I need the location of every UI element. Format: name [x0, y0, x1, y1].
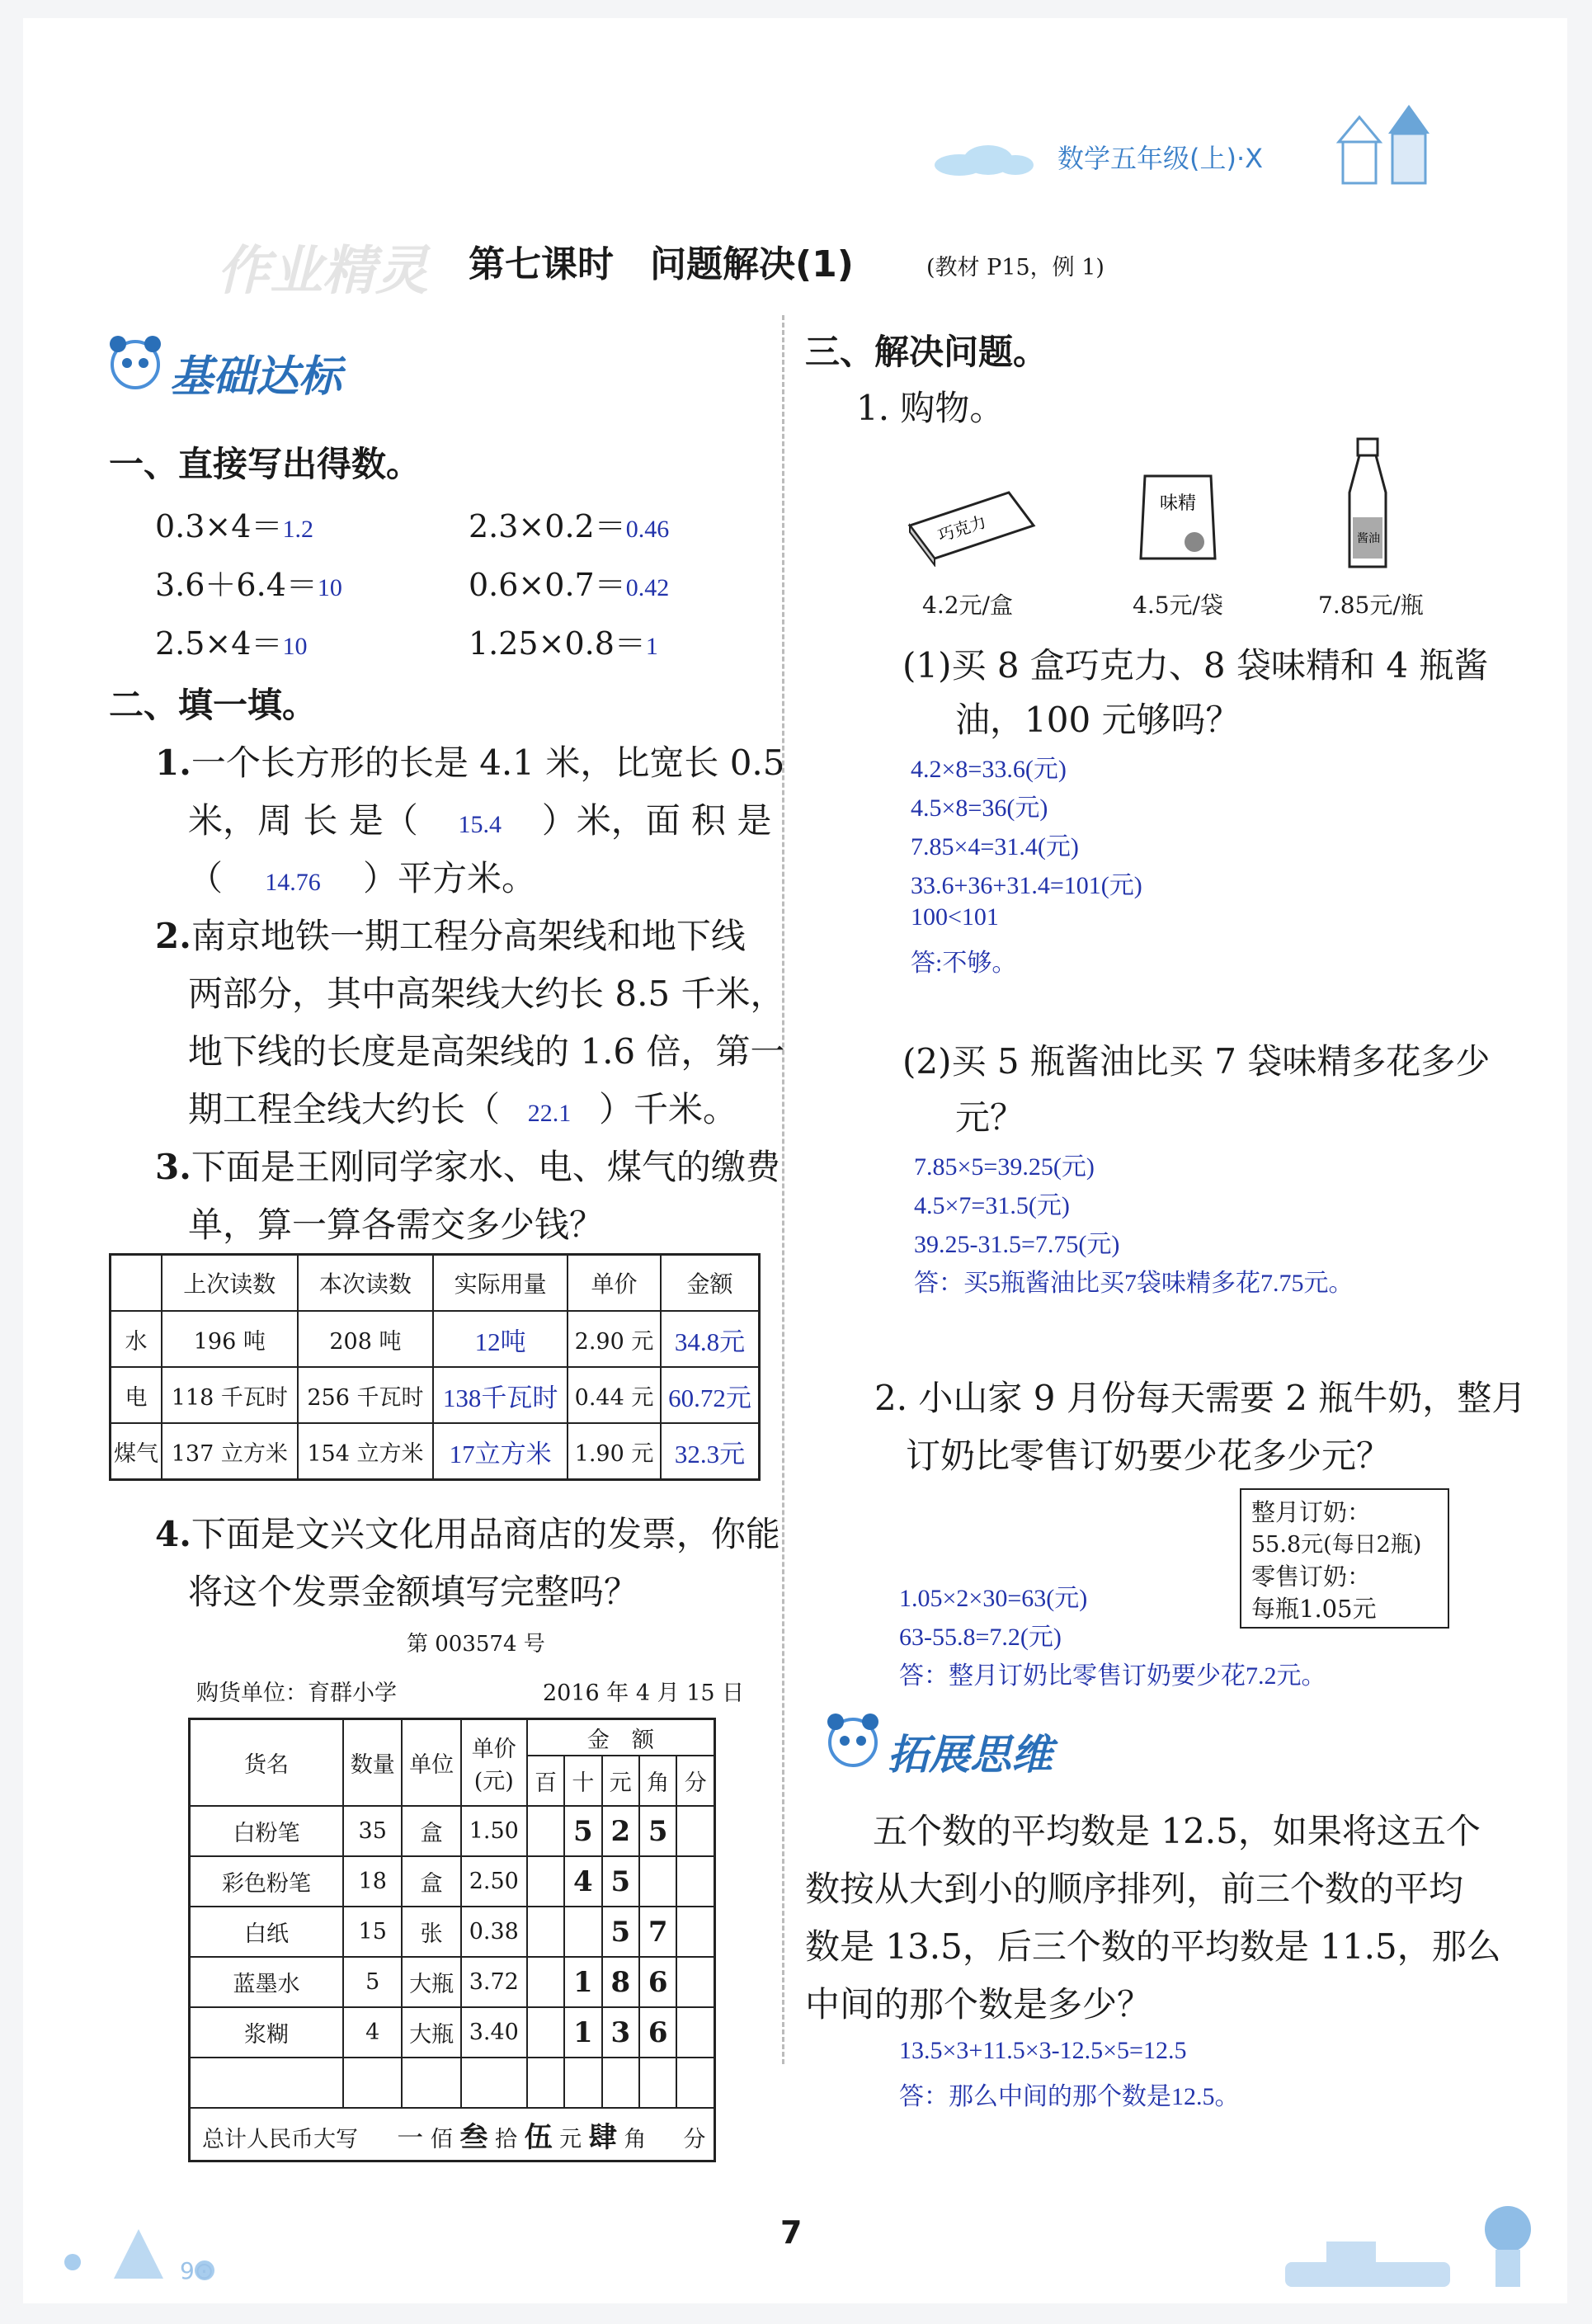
cell: 0.44 元	[568, 1367, 661, 1423]
table-header	[111, 1255, 162, 1312]
p3-q2-line1: 2. 小山家 9 月份每天需要 2 瓶牛奶，整月	[874, 1378, 1527, 1418]
invoice-row	[190, 1856, 715, 1907]
work-line: 63-55.8=7.2(元)	[899, 1624, 1062, 1651]
soy-sauce-bottle-icon	[1335, 435, 1401, 575]
digit	[527, 2007, 564, 2058]
total-word: 分	[683, 2126, 706, 2152]
invoice-header-price: 单价	[471, 1736, 516, 1762]
extension-section-title: 拓展思维	[888, 1731, 1053, 1779]
cell: 1.90 元	[568, 1423, 661, 1480]
goods-soysauce	[1335, 435, 1401, 578]
question-text: 米，周 长 是（	[188, 800, 418, 841]
digit: 2	[602, 1806, 639, 1856]
lesson-title: 第七课时 问题解决(1)	[469, 243, 854, 285]
work-line: 1.05×2×30=63(元)	[899, 1585, 1088, 1612]
cell-answer: 32.3元	[661, 1423, 759, 1480]
page	[23, 18, 1567, 2303]
p2-q2-line3: 地下线的长度是高架线的 1.6 倍，第一	[188, 1031, 785, 1072]
row-label: 电	[111, 1367, 162, 1423]
answer-length: 22.1	[527, 1100, 572, 1127]
invoice-header	[461, 1719, 527, 1807]
total-word: 佰	[430, 2126, 453, 2152]
calc-question: 3.6＋6.4＝	[155, 567, 318, 603]
column-divider	[782, 315, 784, 2064]
total-word: 元	[559, 2126, 582, 2152]
cell-answer: 12吨	[433, 1311, 568, 1367]
invoice-number: 第 003574 号	[407, 1632, 545, 1657]
table-header: 实际用量	[433, 1255, 568, 1312]
question-text: ）平方米。	[363, 858, 537, 898]
digit: 3	[602, 2007, 639, 2058]
part3-heading: 三、解决问题。	[805, 332, 1048, 372]
question-number: 2.	[155, 916, 191, 956]
cell-answer: 34.8元	[661, 1311, 759, 1367]
invoice-header: 数量	[343, 1719, 402, 1807]
milk-price-box	[1240, 1488, 1449, 1629]
question-text: 下面是文兴文化用品商店的发票，你能	[191, 1514, 780, 1554]
calc-answer: 0.46	[625, 516, 670, 543]
digit-head: 元	[602, 1756, 639, 1806]
digit-head: 分	[676, 1756, 714, 1806]
answer-area: 14.76	[265, 869, 321, 896]
item-name: 彩色粉笔	[190, 1856, 344, 1907]
goods-price: 4.2元/盒	[922, 592, 1013, 619]
item-qty: 35	[343, 1806, 402, 1856]
p3-s2-line2: 元？	[955, 1097, 1025, 1138]
digit	[676, 1856, 714, 1907]
table-header: 本次读数	[298, 1255, 434, 1312]
goods-price: 7.85元/瓶	[1318, 592, 1424, 619]
item-name: 白粉笔	[190, 1806, 344, 1856]
calc-question: 0.3×4＝	[155, 508, 283, 544]
item-unit: 盒	[402, 1856, 460, 1907]
work-line: 4.5×8=36(元)	[911, 794, 1048, 822]
blank-cell	[564, 2058, 601, 2108]
invoice-buyer: 购货单位：育群小学	[196, 1681, 397, 1706]
invoice-row	[190, 1806, 715, 1856]
calc-answer: 1	[645, 633, 658, 660]
digit	[676, 2007, 714, 2058]
goods-price: 4.5元/袋	[1133, 592, 1223, 619]
part2-heading: 二、填一填。	[109, 685, 318, 725]
watermark: 作业精灵	[217, 241, 428, 302]
p2-q1-line2	[188, 794, 771, 843]
calc-item	[469, 501, 669, 546]
panda-icon	[106, 332, 165, 396]
table-header: 金额	[661, 1255, 759, 1312]
p3-s1-line2: 油，100 元够吗？	[955, 700, 1241, 740]
box-line: 整月订奶：	[1251, 1498, 1372, 1526]
table-header: 单价	[568, 1255, 661, 1312]
calc-item	[155, 501, 313, 546]
work-line: 答：整月订奶比零售订奶要少花7.2元。	[899, 1662, 1326, 1690]
work-line: 答：那么中间的那个数是12.5。	[899, 2083, 1240, 2110]
digit	[676, 1806, 714, 1856]
p2-q4-line1	[155, 1507, 780, 1557]
calc-question: 2.3×0.2＝	[469, 508, 626, 544]
item-qty: 5	[343, 1957, 402, 2007]
box-line: 每瓶1.05元	[1251, 1595, 1377, 1623]
digit: 1	[564, 1957, 601, 2007]
digit: 1	[564, 2007, 601, 2058]
p2-q2-line1	[155, 909, 746, 959]
question-text: （	[188, 858, 224, 898]
cell: 256 千瓦时	[298, 1367, 434, 1423]
item-price: 0.38	[461, 1907, 527, 1957]
table-row	[111, 1311, 760, 1367]
blank-cell	[402, 2058, 460, 2108]
invoice-total	[190, 2108, 715, 2161]
total-word: 一	[397, 2121, 424, 2153]
question-text: ）千米。	[599, 1089, 738, 1129]
p2-q3-line1	[155, 1140, 780, 1190]
question-text: 一个长方形的长是 4.1 米，比宽长 0.5	[191, 742, 785, 783]
digit: 5	[639, 1806, 676, 1856]
digit: 4	[564, 1856, 601, 1907]
question-text: 南京地铁一期工程分高架线和地下线	[191, 916, 746, 956]
footer-decoration-right	[1260, 2171, 1557, 2298]
work-line: 39.25-31.5=7.75(元)	[914, 1231, 1120, 1258]
question-text: ）米，面 积 是	[541, 800, 772, 841]
question-number: 3.	[155, 1147, 191, 1187]
msg-bag-icon	[1128, 460, 1227, 575]
digit: 5	[602, 1907, 639, 1957]
work-line: 4.5×7=31.5(元)	[914, 1192, 1070, 1219]
calc-question: 0.6×0.7＝	[469, 567, 626, 603]
basic-section-title: 基础达标	[170, 352, 342, 402]
svg-text:巧克力: 巧克力	[935, 511, 989, 546]
invoice-row	[190, 1957, 715, 2007]
goods-msg	[1128, 460, 1227, 578]
digit	[527, 1856, 564, 1907]
question-number: 4.	[155, 1514, 191, 1554]
svg-text:酱油: 酱油	[1357, 532, 1380, 545]
digit	[676, 1907, 714, 1957]
item-unit: 盒	[402, 1806, 460, 1856]
invoice-header: 金 额	[527, 1719, 715, 1756]
item-price: 3.72	[461, 1957, 527, 2007]
p3-s1-line1: (1)买 8 盒巧克力、8 袋味精和 4 瓶酱	[902, 645, 1489, 686]
calc-item	[469, 618, 658, 663]
blank-cell	[527, 2058, 564, 2108]
blank-cell	[343, 2058, 402, 2108]
total-word: 肆	[588, 2120, 617, 2154]
digit: 6	[639, 1957, 676, 2007]
textbook-ref: (教材 P15，例 1)	[926, 255, 1105, 280]
calc-answer: 10	[317, 574, 342, 601]
work-line: 100<101	[911, 903, 999, 931]
work-line: 13.5×3+11.5×3-12.5×5=12.5	[899, 2037, 1187, 2064]
item-qty: 4	[343, 2007, 402, 2058]
footer-decoration-left	[40, 2196, 287, 2290]
chocolate-box-icon	[902, 476, 1042, 567]
total-word: 叁	[459, 2120, 488, 2154]
invoice-header: 单位	[402, 1719, 460, 1807]
invoice-total-row	[190, 2108, 715, 2161]
calc-answer: 1.2	[282, 516, 313, 543]
row-label: 水	[111, 1311, 162, 1367]
item-price: 3.40	[461, 2007, 527, 2058]
calc-item	[469, 559, 669, 605]
answer-perimeter: 15.4	[458, 811, 502, 838]
p3-q1-title: 1. 购物。	[856, 388, 1005, 428]
svg-text:9⊙: 9⊙	[180, 2257, 214, 2284]
digit-head: 角	[639, 1756, 676, 1806]
digit	[639, 1856, 676, 1907]
digit-head: 百	[527, 1756, 564, 1806]
p2-q3-line2: 单，算一算各需交多少钱？	[188, 1204, 605, 1245]
part1-heading: 一、直接写出得数。	[109, 444, 422, 484]
book-title: 数学五年级(上)·X	[1057, 143, 1264, 174]
item-name: 白纸	[190, 1907, 344, 1957]
question-text: 期工程全线大约长（	[188, 1089, 501, 1129]
item-price: 1.50	[461, 1806, 527, 1856]
invoice-header: 货名	[190, 1719, 344, 1807]
goods-chocolate	[902, 476, 1042, 570]
table-header-row	[111, 1255, 760, 1312]
item-qty: 18	[343, 1856, 402, 1907]
digit	[527, 1957, 564, 2007]
question-text: 下面是王刚同学家水、电、煤气的缴费	[191, 1147, 780, 1187]
p2-q2-line4	[188, 1082, 737, 1132]
invoice-row	[190, 2007, 715, 2058]
invoice-row	[190, 1907, 715, 1957]
total-word: 伍	[524, 2120, 553, 2154]
cell: 154 立方米	[298, 1423, 434, 1480]
digit: 5	[564, 1806, 601, 1856]
box-line: 55.8元(每日2瓶)	[1251, 1532, 1422, 1558]
item-price: 2.50	[461, 1856, 527, 1907]
work-line: 答：买5瓶酱油比买7袋味精多花7.75元。	[914, 1270, 1354, 1297]
item-unit: 张	[402, 1907, 460, 1957]
table-header: 上次读数	[162, 1255, 298, 1312]
total-label: 总计人民币大写	[202, 2126, 358, 2152]
p3-q2-line2: 订奶比零售订奶要少花多少元？	[906, 1435, 1392, 1476]
row-label: 煤气	[111, 1423, 162, 1480]
item-unit: 大瓶	[402, 2007, 460, 2058]
digit: 6	[639, 2007, 676, 2058]
total-word: 拾	[494, 2126, 517, 2152]
invoice-header-row	[190, 1719, 715, 1756]
digit: 7	[639, 1907, 676, 1957]
flower-icon	[40, 2196, 287, 2287]
panda-icon	[823, 1709, 883, 1774]
table-row	[111, 1367, 760, 1423]
invoice-date: 2016 年 4 月 15 日	[543, 1681, 745, 1706]
ext-line: 中间的那个数是多少？	[805, 1984, 1152, 2025]
item-name: 蓝墨水	[190, 1957, 344, 2007]
utility-bill-table	[109, 1253, 761, 1481]
basic-section-badge	[106, 332, 165, 399]
ext-line: 数按从大到小的顺序排列，前三个数的平均	[805, 1869, 1464, 1909]
blank-cell	[639, 2058, 676, 2108]
cell-answer: 17立方米	[433, 1423, 568, 1480]
digit	[564, 1907, 601, 1957]
cell: 137 立方米	[162, 1423, 298, 1480]
p2-q1-line3	[188, 851, 536, 901]
cell-answer: 138千瓦时	[433, 1367, 568, 1423]
cell: 118 千瓦时	[162, 1367, 298, 1423]
svg-text:味精: 味精	[1160, 493, 1197, 514]
cell: 208 吨	[298, 1311, 434, 1367]
extension-section-badge	[823, 1709, 883, 1777]
work-line: 答:不够。	[911, 950, 1017, 977]
calc-answer: 10	[282, 633, 308, 660]
p2-q2-line2: 两部分，其中高架线大约长 8.5 千米，	[188, 973, 785, 1014]
invoice-blank-row	[190, 2058, 715, 2108]
work-line: 33.6+36+31.4=101(元)	[911, 872, 1142, 899]
work-line: 7.85×4=31.4(元)	[911, 833, 1079, 860]
question-number: 1.	[155, 742, 191, 783]
ext-line: 五个数的平均数是 12.5，如果将这五个	[873, 1811, 1481, 1851]
calc-answer: 0.42	[625, 574, 670, 601]
calc-question: 2.5×4＝	[155, 625, 283, 662]
calc-question: 1.25×0.8＝	[469, 625, 646, 662]
work-line: 4.2×8=33.6(元)	[911, 756, 1067, 783]
digit: 5	[602, 1856, 639, 1907]
header-cloud-decoration	[935, 142, 1034, 180]
calc-item	[155, 618, 307, 663]
cell: 2.90 元	[568, 1311, 661, 1367]
digit-head: 十	[564, 1756, 601, 1806]
box-line: 零售订奶：	[1251, 1563, 1372, 1591]
blank-cell	[602, 2058, 639, 2108]
table-row	[111, 1423, 760, 1480]
p2-q4-line2: 将这个发票金额填写完整吗？	[188, 1572, 639, 1612]
digit	[676, 1957, 714, 2007]
digit	[527, 1806, 564, 1856]
item-name: 浆糊	[190, 2007, 344, 2058]
cell-answer: 60.72元	[661, 1367, 759, 1423]
item-qty: 15	[343, 1907, 402, 1957]
ship-icon	[1260, 2171, 1557, 2295]
p3-s2-line1: (2)买 5 瓶酱油比买 7 袋味精多花多少	[902, 1041, 1491, 1082]
ext-line: 数是 13.5，后三个数的平均数是 11.5，那么	[805, 1926, 1501, 1967]
page-number: 7	[780, 2214, 803, 2251]
cell: 196 吨	[162, 1311, 298, 1367]
total-word: 角	[624, 2126, 647, 2152]
invoice-header-price-unit: (元)	[473, 1768, 514, 1794]
p2-q1-line1	[155, 736, 785, 785]
work-line: 7.85×5=39.25(元)	[914, 1153, 1095, 1181]
calc-item	[155, 559, 342, 605]
blank-cell	[190, 2058, 344, 2108]
castle-icon	[1310, 101, 1458, 195]
invoice-table	[188, 1718, 716, 2162]
blank-cell	[676, 2058, 714, 2108]
blank-cell	[461, 2058, 527, 2108]
digit: 8	[602, 1957, 639, 2007]
digit	[527, 1907, 564, 1957]
item-unit: 大瓶	[402, 1957, 460, 2007]
cloud-icon	[935, 142, 1034, 177]
